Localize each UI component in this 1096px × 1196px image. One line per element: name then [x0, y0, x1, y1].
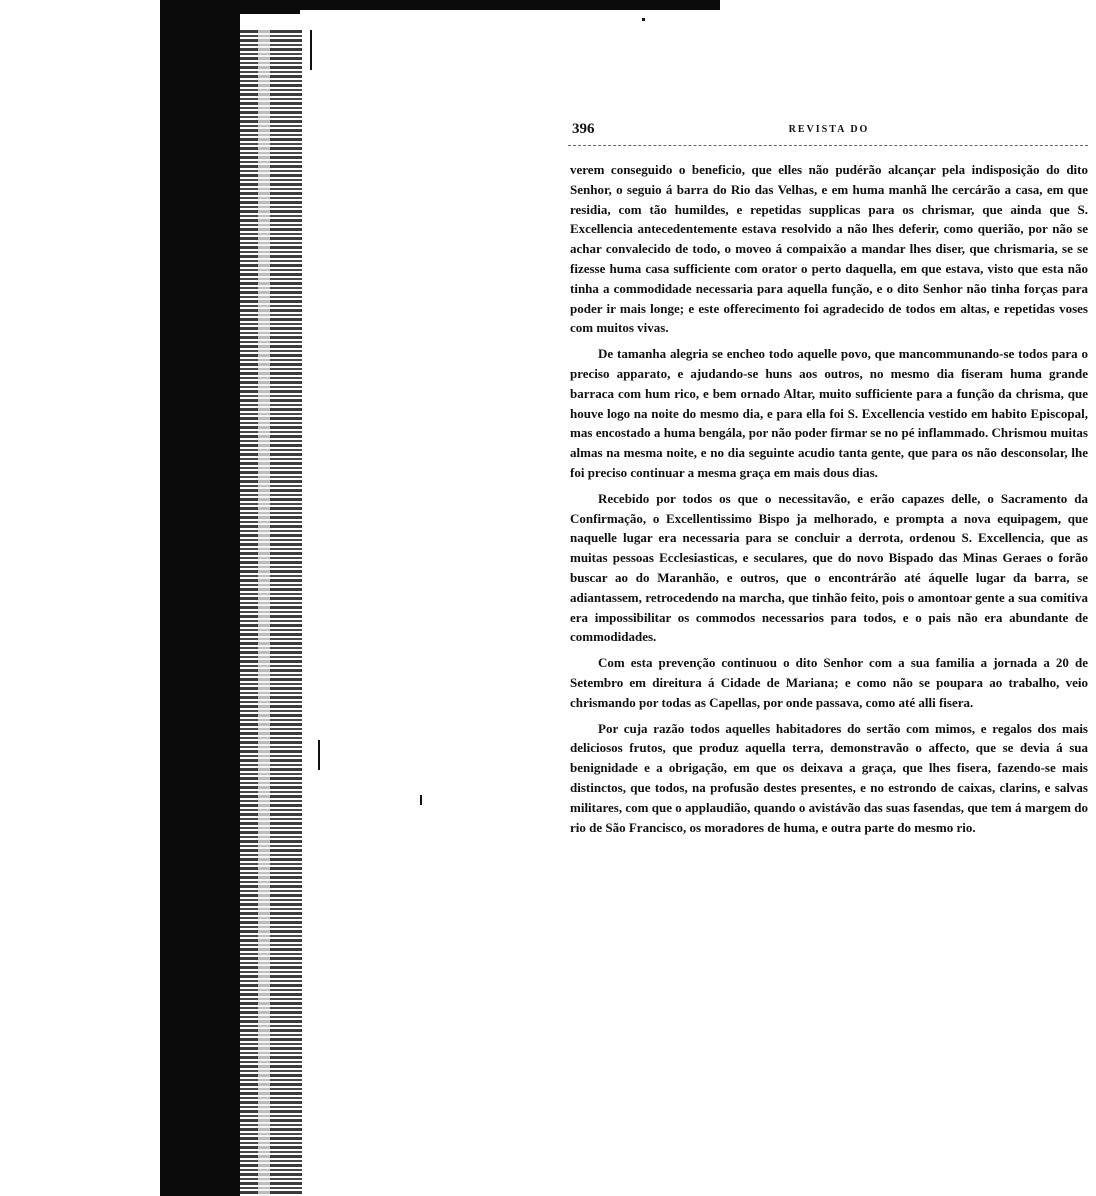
page-header — [572, 121, 1086, 143]
page-edges — [240, 30, 302, 1196]
scan-speck — [642, 18, 645, 21]
top-edge-gap — [300, 10, 720, 16]
paragraph: De tamanha alegria se encheo todo aquelle povo, que mancommunando-se todos para o preciso apparato, e ajudando-se huns aos outros, no mesmo dia fiseram huma grande barraca com hum rico, e bem ornado Altar, muito sufficiente para a função da chrisma, que houve logo na noite do mesmo dia, e para ella foi S. Excellencia vestido em habito Episcopal, mas encostado a huma bengála, por não poder firmar se no pé inflammado. Chrismou muitas almas na mesma noite, e no dia seguinte acudio tanta gente, que para os não desconsolar, lhe foi preciso continuar a mesma graça em mais dous dias. — [570, 346, 1088, 480]
body-text — [570, 160, 1088, 843]
paragraph: Com esta prevenção continuou o dito Senhor com a sua familia a jornada a 20 de Setembro em direitura á Cidade de Mariana; e como não se poupara ao trabalho, veio chrismando por todas as Capellas, por onde passava, como até alli fisera. — [570, 655, 1088, 710]
page-edges-highlight — [258, 30, 270, 1196]
book-spine — [160, 0, 240, 1196]
scan-speck — [318, 740, 320, 770]
header-rule — [568, 145, 1088, 146]
running-head: REVISTA DO — [788, 124, 870, 135]
scan-speck — [420, 795, 422, 805]
paragraph: Por cuja razão todos aquelles habitadores do sertão com mimos, e regalos dos mais deliciosos frutos, que produz aquella terra, demonstravão o affecto, que se devia á sua benignidade e a obrigação, em que os deixava a graça, que lhes fisera, fazendo-se mais distinctos, que todos, na profusão destes presentes, e no estrondo de caixas, clarins, e salvas militares, com que o applaudião, quando o avistávão das suas fasendas, que tem á margem do rio de São Francisco, os moradores de huma, e outra parte do mesmo rio. — [570, 720, 1088, 835]
paragraph: Recebido por todos os que o necessitavão, e erão capazes delle, o Sacramento da Confirmação, o Excellentissimo Bispo ja melhorado, e prompta a nova equipagem, que naquelle lugar era necessaria para se concluir a derrota, ordenou S. Excellencia, que as muitas pessoas Ecclesiasticas, e seculares, que do novo Bispado das Minas Geraes o forão buscar ao do Maranhão, e outros, que o encontrárão até áquelle lugar da barra, se adiantassem, retrocedendo na marcha, que tinhão feito, pois o amontoar gente a sua comitiva era impossibilitar os commodos necessarios para todos, e o pais não era abundante de commodidades. — [570, 490, 1088, 645]
scan-speck — [310, 30, 312, 70]
page-number: 396 — [572, 121, 595, 137]
paragraph: verem conseguido o beneficio, que elles não pudérão alcançar pela indisposição do dito Senhor, o seguio á barra do Rio das Velhas, e em huma manhã lhe cercárão a casa, em que residia, com tão humildes, e repetidas supplicas para os chrismar, que ainda que S. Excellencia antecedentemente estava resolvido a não lhes deferir, como querião, por não se achar convalecido de todo, o moveo á compaixão a mandar lhes diser, que chrismaria, se se fizesse huma casa sufficiente com orator o perto daquella, em que estava, visto que esta não tinha a commodidade necessaria para aquella função, e o dito Senhor não tinha forças para poder ir mais longe; e este offerecimento foi agradecido de todos em altas, e repetidas voses com muitos vivas. — [570, 162, 1088, 336]
